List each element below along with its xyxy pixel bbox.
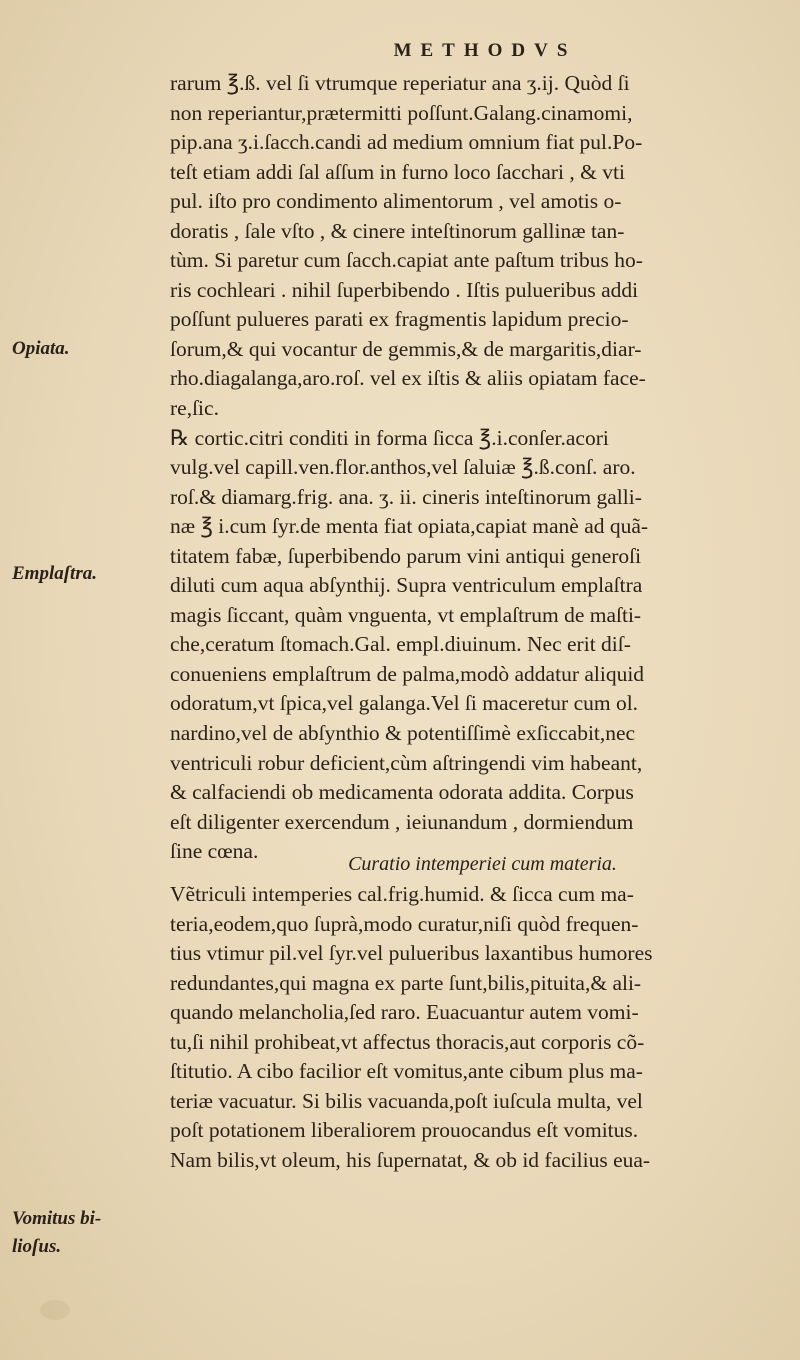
text-line: titatem fabæ, ſuperbibendo parum vini antiqui generoſi xyxy=(170,543,642,568)
running-head: METHODVS xyxy=(393,40,577,61)
text-line: diluti cum aqua abſynthij. Supra ventriculum emplaſtra xyxy=(170,573,643,598)
text-line: conueniens emplaſtrum de palma,modò addatur aliquid xyxy=(170,661,645,686)
margin-note-emplastra: Emplaſtra. xyxy=(12,563,97,584)
text-line: Vẽtriculi intemperies cal.frig.humid. & ſicca cum ma- xyxy=(170,882,634,906)
text-line: ſorum,& qui vocantur de gemmis,& de margaritis,diar- xyxy=(170,336,642,361)
text-line: ℞ cortic.citri conditi in forma ſicca ℥.i.conſer.acori xyxy=(170,425,609,450)
text-line: eſt diligenter exercendum , ieiunandum , dormiendum xyxy=(170,809,634,834)
text-line: doratis , ſale vſto , & cinere inteſtinorum gallinæ tan- xyxy=(170,218,625,243)
text-line: teriæ vacuatur. Si bilis vacuanda,poſt iuſcula multa, vel xyxy=(170,1088,643,1113)
body-text-section-2 xyxy=(170,880,795,1175)
text-line: Nam bilis,vt oleum, his ſupernatat, & ob id facilius eua- xyxy=(170,1147,651,1172)
text-line: poſt potationem liberaliorem prouocandus eſt vomitus. xyxy=(170,1118,639,1143)
paper-stain xyxy=(40,1300,70,1320)
text-line: re,ſic. xyxy=(170,396,219,421)
text-line: vulg.vel capill.ven.flor.anthos,vel ſaluiæ ℥.ß.conſ. aro. xyxy=(170,455,636,480)
text-line: teſt etiam addi ſal aſſum in furno loco ſacchari , & vti xyxy=(170,159,625,184)
text-line: magis ſiccant, quàm vnguenta, vt emplaſtrum de maſti- xyxy=(170,602,642,627)
text-line: roſ.& diamarg.frig. ana. ʒ. ii. cineris inteſtinorum galli- xyxy=(170,484,642,509)
text-line: ventriculi robur deficient,cùm aſtringendi vim habeant, xyxy=(170,750,643,775)
text-line: redundantes,qui magna ex parte ſunt,bilis,pituita,& ali- xyxy=(170,970,642,995)
text-line: che,ceratum ſtomach.Gal. empl.diuinum. Nec erit diſ- xyxy=(170,632,631,657)
text-line: & calfaciendi ob medicamenta odorata addita. Corpus xyxy=(170,780,634,805)
text-line: quando melancholia,ſed raro. Euacuantur autem vomi- xyxy=(170,1000,639,1025)
text-line: næ ℥ i.cum ſyr.de menta fiat opiata,capiat manè ad quã- xyxy=(170,514,649,539)
text-line: tius vtimur pil.vel ſyr.vel pulueribus laxantibus humores xyxy=(170,941,653,966)
text-line: poſſunt pulueres parati ex fragmentis lapidum precio- xyxy=(170,307,629,332)
text-line: ſtitutio. A cibo facilior eſt vomitus,ante cibum plus ma- xyxy=(170,1059,643,1084)
margin-note-vomitus-line2: lioſus. xyxy=(12,1236,62,1257)
text-line: pip.ana ʒ.i.ſacch.candi ad medium omnium fiat pul.Po- xyxy=(170,130,643,155)
text-line: tu,ſi nihil prohibeat,vt affectus thoracis,aut corporis cõ- xyxy=(170,1029,645,1054)
text-line: nardino,vel de abſynthio & potentiſſimè exſiccabit,nec xyxy=(170,721,636,746)
text-line: ris cochleari . nihil ſuperbibendo . Iſtis pulueribus addi xyxy=(170,277,639,302)
text-line: teria,eodem,quo ſuprà,modo curatur,niſi quòd frequen- xyxy=(170,911,639,936)
text-line: non reperiantur,prætermitti poſſunt.Galang.cinamomi, xyxy=(170,100,633,125)
margin-note-vomitus-line1: Vomitus bi- xyxy=(12,1208,102,1229)
text-line: odoratum,vt ſpica,vel galanga.Vel ſi maceretur cum ol. xyxy=(170,691,639,716)
body-text-section-1 xyxy=(170,69,795,867)
text-line: tùm. Si paretur cum ſacch.capiat ante paſtum tribus ho- xyxy=(170,248,643,273)
margin-note-opiata: Opiata. xyxy=(12,338,70,359)
text-line: rho.diagalanga,aro.roſ. vel ex iſtis & aliis opiatam face- xyxy=(170,366,646,391)
text-line: rarum ℥.ß. vel ſi vtrumque reperiatur ana ʒ.ij. Quòd ſi xyxy=(170,71,630,95)
text-line: ſine cœna. xyxy=(170,839,259,864)
text-line: pul. iſto pro condimento alimentorum , vel amotis o- xyxy=(170,189,622,214)
section-heading: Curatio intemperiei cum materia. xyxy=(348,853,617,875)
